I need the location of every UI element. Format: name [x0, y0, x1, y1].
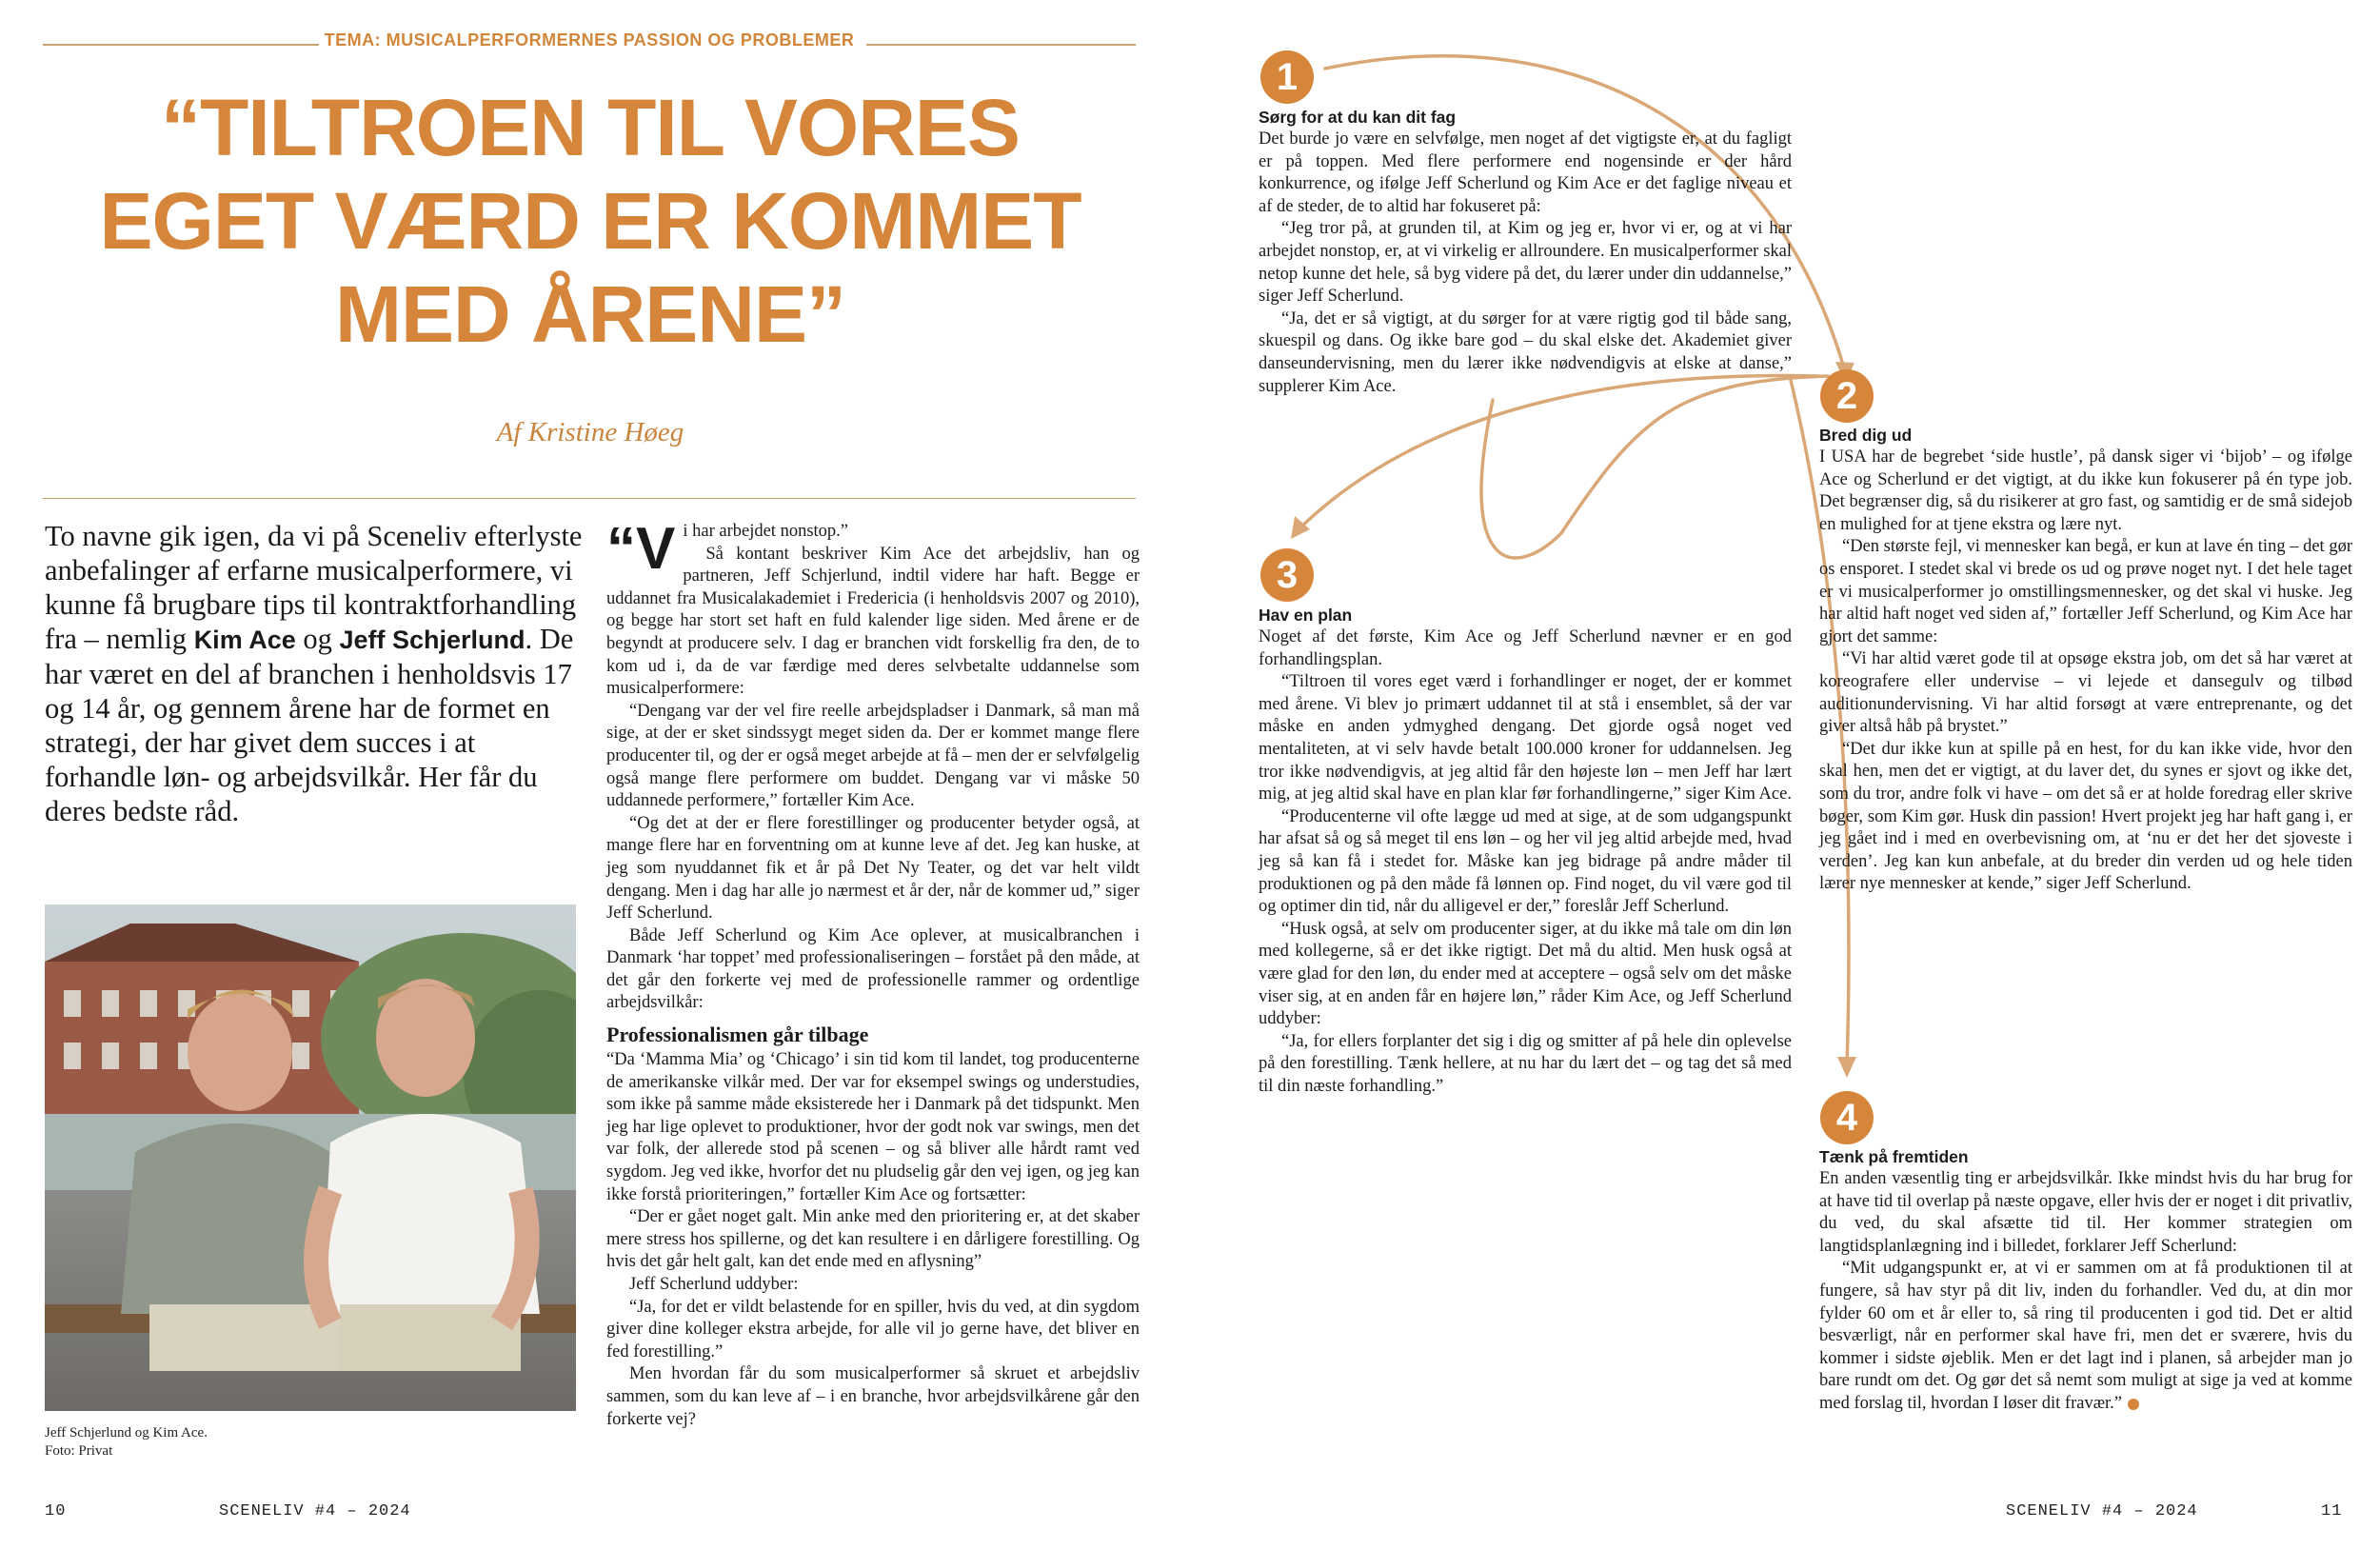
tip-3-title: Hav en plan: [1259, 606, 1353, 625]
intro-paragraph: To navne gik igen, da vi på Sceneliv efterlyste anbefalinger af erfarne musicalperformere, vi kunne få brugbare tips til kontraktforhandling fra – nemlig Kim Ace og Jeff Schjerlund. De har været en del af branchen i henholdsvis 17 og 14 år, og gennem årene har de formet en strategi, der har givet dem succes i at forhandle løn- og arbejdsvilkår. Her får du deres bedste råd.: [45, 520, 583, 827]
tip-4-title: Tænk på fremtiden: [1819, 1147, 1969, 1166]
theme-kicker: TEMA: MUSICALPERFORMERNES PASSION OG PROBLEMER: [324, 30, 855, 50]
headline-line-2: EGET VÆRD ER KOMMET: [99, 176, 1081, 266]
page-number-right: 11: [2321, 1502, 2343, 1520]
article-opening: “Vi har arbejdet nonstop.”: [606, 516, 848, 582]
tip-4-number-badge: 4: [1820, 1091, 1874, 1144]
article-paragraph: “Der er gået noget galt. Min anke med den prioritering er, at det skaber mere stress hos spillerne, og det kan resultere i en dårligere forestilling. Og hvis det går helt galt, kan det ende med en aflysning”: [606, 1207, 1140, 1272]
article-paragraph: “Og det at der er flere forestillinger og producenter betyder også, at mange flere har en forventning om at kunne leve af det. Jeg kan huske, at jeg som nyuddannet fik et år på Det Ny Teater, og det var helt vildt dengang. Men i dag har alle jo nærmest et år der, når de kommer ud,” siger Jeff Scherlund.: [606, 813, 1140, 924]
tip-3: Hav en plan Noget af det første, Kim Ace og Jeff Scherlund nævner er en god forhandlingsplan. “Tiltroen til vores eget værd i forhandlinger er noget, der er kommet med årene. Vi blev jo primært uddannet til at stå i ensemblet, så der var måske en anden ydmyghed dengang. Det gjorde også noget ved mentaliteten, at vi selv havde betalt 100.000 kroner for uddannelsen. Jeg tror ikke nødvendigvis, at jeg altid får den højeste løn – men Jeff har lært mig, at jeg altid skal have en plan klar før forhandlingerne,” siger Kim Ace. “Producenterne vil ofte lægge ud med at sige, at de som udgangspunkt har afsat så og så meget til ens løn – og her vil jeg altid arbejde med, hvad jeg så kan få i stedet for. Måske kan jeg bidrage på andre måder til produktionen og på den måde få lønnen op. Find noget, du vil være god til og optimer din tid, når du alligevel er der,” foreslår Jeff Scherlund. “Husk også, at selv om producenter siger, at du ikke må tale om din løn med kollegerne, så er det ikke rigtigt. Det må du altid. Men husk også at være glad for den løn, du ender med at acceptere – også selv om det måske viser sig, at en anden får en højere løn,” råder Kim Ace, og Jeff Scherlund uddyber: “Ja, for ellers forplanter det sig i dig og smitter af på hele din oplevelse på den forestilling. Tænk hellere, at nu har du lært det – og tag det så med til din næste forhandling.”: [1259, 606, 1792, 1096]
article-paragraph: “Ja, for det er vildt belastende for en spiller, hvis du ved, at din sygdom giver dine kolleger ekstra arbejde, for alle vil jo gerne have, det bliver en fed forestilling.”: [606, 1297, 1140, 1361]
tip-2: Bred dig ud I USA har de begrebet ‘side hustle’, på dansk siger vi ‘bijob’ – og ifølge Ace og Scherlund er det vigtigt, at du ikke kun fokuserer på én type job. Det begrænser dig, så du risikerer at gro fast, og samtidig er de små sidejob en mulighed for at tjene ekstra og lære nyt. “Den største fejl, vi mennesker kan begå, er kun at lave én ting – det gør os ensporet. I stedet skal vi brede os ud og prøve noget nyt. I det hele taget er vi musicalperformer jo omstillingsmennesker, og det skal vi huske. Jeg har altid haft noget ved siden af,” fortæller Jeff Scherlund, og Kim Ace har gjort det samme: “Vi har altid været gode til at opsøge ekstra job, om det så har været at koreografere eller undervise – vi lejede et dansegulv og tilbød auditionundervisning. Vi har altid forsøgt at være entreprenante, og det giver altså håb på brystet.” “Det dur ikke kun at spille på en hest, for du kan ikke vide, hvor den skal hen, men det er vigtigt, at du laver det, du synes er sjovt og ikke det, som du tror, andre folk vi have – om det så er at holde foredrag eller skrive bøger, som Kim gør. Husk din passion! Hvert projekt jeg har haft gang i, er jeg gået ind i med en overbevisning om, at ‘nu er det her det sjoveste i verden’. Jeg kan kun anbefale, at du breder din verden ud og hele tiden lærer nye mennesker at kende,” siger Jeff Scherlund.: [1819, 426, 2352, 894]
tip-2-number-badge: 2: [1820, 369, 1874, 423]
dropcap: “V: [606, 516, 676, 582]
headline-line-3: MED ÅRENE”: [334, 269, 846, 359]
tip-4: Tænk på fremtiden En anden væsentlig ting er arbejdsvilkår. Ikke mindst hvis du har brug for at have tid til overlap på næste opgave, eller hvis der er noget i dit privatliv, du ved, du skal afsætte tid til. Her kommer strategien om langtidsplanlægning ind i billedet, forklarer Jeff Scherlund: “Mit udgangspunkt er, at vi er sammen om at få produktionen til at fungere, så hav styr på dit liv, inden du forhandler. Ved du, at din mor fylder 60 om et år eller to, så ring til producenten i god tid. Det er altid besværligt, når en performer skal have fri, men det er sværere, hvis du kommer i sidste øjeblik. Men er det lagt ind i planen, så arbejder man jo bare rundt om det. Og gør det så nemt som muligt at sige ja ved at komme med forslag til, hvordan I løser dit fravær.”: [1819, 1147, 2352, 1413]
headline-line-1: “TILTROEN TIL VORES: [161, 83, 1020, 172]
magazine-footer-left: SCENELIV #4 – 2024: [219, 1502, 411, 1520]
name-jeff-schjerlund: Jeff Schjerlund: [339, 626, 526, 654]
article-paragraph: Både Jeff Scherlund og Kim Ace oplever, at musicalbranchen i Danmark ‘har toppet’ med professionaliseringen – forstået på den måde, at det går den forkerte vej med de professionelle rammer og ordentlige arbejdsvilkår:: [606, 925, 1140, 1013]
article-paragraph: Jeff Scherlund uddyber:: [629, 1275, 799, 1294]
article-paragraph: Men hvordan får du som musicalperformer så skruet et arbejdsliv sammen, som du kan leve af – i en branche, hvor arbejdsvilkårene går den forkerte vej?: [606, 1364, 1140, 1429]
magazine-footer-right: SCENELIV #4 – 2024: [2006, 1502, 2198, 1520]
article-subheading: Professionalismen går tilbage: [606, 1023, 869, 1047]
tip-3-number-badge: 3: [1260, 548, 1314, 602]
end-mark: [2128, 1399, 2139, 1410]
name-kim-ace: Kim Ace: [193, 626, 296, 654]
article-paragraph: “Dengang var der vel fire reelle arbejdspladser i Danmark, så man må sige, at der er sket sindssygt meget siden da. Der er kommet mange flere producenter til, og der er også meget arbejde at få – men der er selvfølgelig også mange flere performere om buddet. Dengang var vi måske 50 uddannede performere,” fortæller Kim Ace.: [606, 701, 1140, 811]
page-number-left: 10: [45, 1502, 67, 1520]
tip-1-title: Sørg for at du kan dit fag: [1259, 108, 1457, 127]
photo-caption: Jeff Schjerlund og Kim Ace. Foto: Privat: [45, 1425, 208, 1459]
tip-2-title: Bred dig ud: [1819, 426, 1913, 445]
tip-1: Sørg for at du kan dit fag Det burde jo være en selvfølge, men noget af det vigtigste er, at du fagligt er på toppen. Med flere performere end nogensinde er der hård konkurrence, og ifølge Jeff Scherlund og Kim Ace er det faglige niveau et af de steder, de to altid har fokuseret på: “Jeg tror på, at grunden til, at Kim og jeg er, hvor vi er, og at vi har arbejdet nonstop, er, at vi virkelig er allroundere. En musicalperformer skal netop kunne det hele, så byg videre på det, du lærer under din uddannelse,” siger Jeff Scherlund. “Ja, det er så vigtigt, at du sørger for at være rigtig god til både sang, skuespil og dans. Og ikke bare god – du skal elske det. Akademiet giver danseundervisning, men du lærer ikke nødvendigvis at elske at danse,” supplerer Kim Ace.: [1259, 108, 1792, 396]
article-paragraph: “Da ‘Mamma Mia’ og ‘Chicago’ i sin tid kom til landet, tog producenterne de amerikanske vilkår med. Der var for eksempel swings og understudies, som ikke på samme måde eksisterede her i Danmark på det tidspunkt. Men jeg har lige oplevet to produktioner, hvor der godt nok var swings, men det var folk, der allerede stod på scenen – og så bliver alle hårdt ramt ved sygdom. Jeg ved ikke, hvorfor det nu pludselig går den vej igen, og jeg kan ikke forstå prioriteringen,” fortæller Kim Ace og fortsætter:: [606, 1050, 1140, 1204]
tip-1-number-badge: 1: [1260, 50, 1314, 104]
article-paragraph: Så kontant beskriver Kim Ace det arbejdsliv, han og partneren, Jeff Schjerlund, indtil videre har haft. Begge er uddannet fra Musicalakademiet i Fredericia (i henholdsvis 2007 og 2010), og begge har stort set haft en fuld kalender lige siden. Med årene er de begyndt at producere selv. I dag er branchen vidt forskellig fra den, de to kom ud i, da de var færdige med deres selvbetalte uddannelse som musicalperformere:: [606, 544, 1140, 699]
byline: Af Kristine Høeg: [496, 417, 684, 447]
